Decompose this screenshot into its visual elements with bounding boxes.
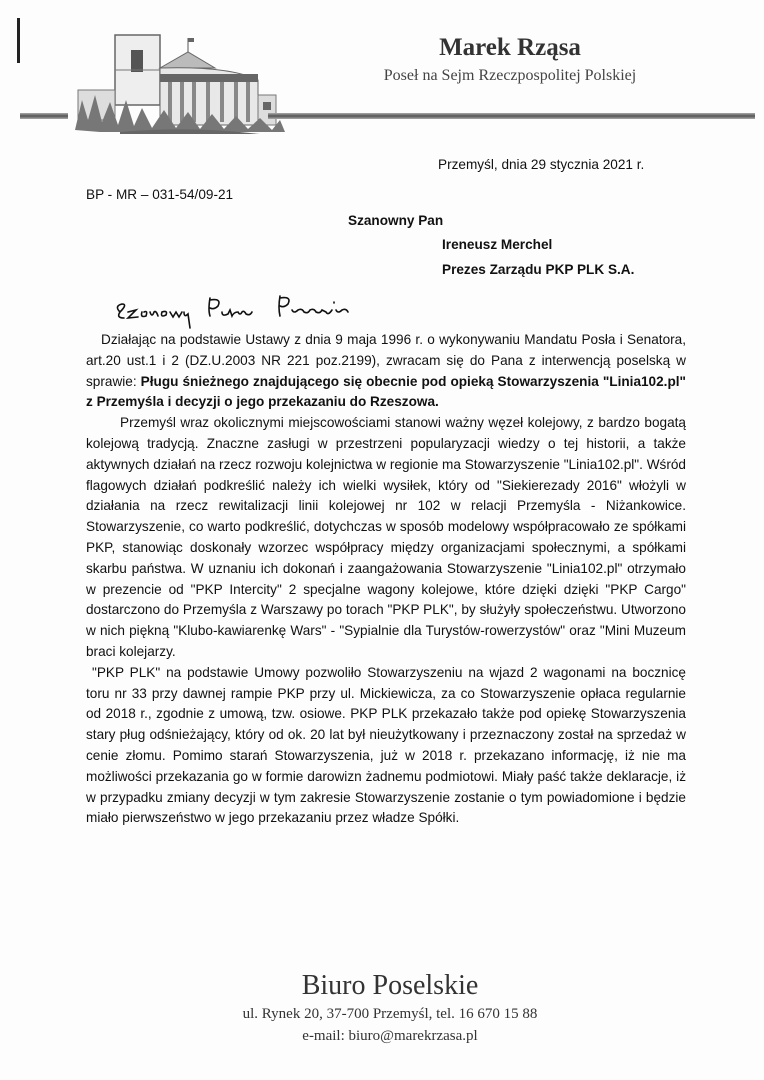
paragraph-1-text: Działając na podstawie Ustawy z dnia 9 maja 1996 r. o wykonywaniu Mandatu Posła i Senatora, art.20 ust.1 i 2 (DZ.U.2003 NR 221 poz.2199), zwracam się do Pana z interwencją poselską w sprawie:	[86, 332, 686, 389]
paragraph-2: Przemyśl wraz okolicznymi miejscowościami stanowi ważny węzeł kolejowy, z bardzo bogatą kolejową tradycją. Znaczne zasługi w przestrzeni popularyzacji wiedzy o tej historii, a także aktywnych działań na rzecz rozwoju kolejnictwa w regionie ma Stowarzyszenie "Linia102.pl". Wśród flagowych działań podkreślić należy ich wielki wysiłek, który od "Siekierezady 2016" włożyli w działania na rzecz rewitalizacji linii kolejowej nr 102 w relacji Przemyśla - Niżankowice. Stowarzyszenie, co warto podkreślić, dotychczas w sposób modelowy współpracowało ze spółkami PKP, stanowiąc doskonały wzorzec współpracy między organizacjami społecznymi, a spółkami skarbu państwa. W uznaniu ich dokonań i zaangażowania Stowarzyszenie "Linia102.pl" otrzymało w prezencie od "PKP Intercity" 2 specjalne wagony kolejowe, które dzięki dzięki "PKP Cargo" dostarczono do Przemyśla z Warszawy po torach "PKP PLK", by służyły społeczeństwu. Utworzono w nich piękną "Klubo-kawiarenkę Wars" - "Sypialnie dla Turystów-rowerzystów" oraz "Mini Muzeum braci kolejarzy.	[86, 415, 686, 659]
letter-body	[86, 330, 686, 829]
recipient-role: Prezes Zarządu PKP PLK S.A.	[442, 262, 635, 277]
recipient-name: Ireneusz Merchel	[442, 237, 553, 252]
place-date: Przemyśl, dnia 29 stycznia 2021 r.	[438, 157, 645, 172]
paragraph-3: "PKP PLK" na podstawie Umowy pozwoliło Stowarzyszeniu na wjazd 2 wagonami na bocznicę toru nr 33 przy dawnej rampie PKP przy ul. Mickiewicza, za co Stowarzyszenie opłaca regularnie od 2018 r., zgodnie z umową, tzw. osiowe. PKP PLK przekazało także pod opiekę Stowarzyszenia stary pług odśnieżający, który od ok. 20 lat był nieużytkowany i przeznaczony został na sprzedaż w cenie złomu. Pomimo starań Stowarzyszenia, już w 2018 r. przekazano informację, iż nie ma możliwości przekazania go w formie darowizn żadnemu podmiotowi. Miały paść także deklaracje, iż w przypadku zmiany decyzji w tym zakresie Stowarzyszenie zostanie o tym powiadomione i będzie miało pierwszeństwo w jego przekazaniu przez władze Spółki.	[86, 664, 686, 826]
header-rule-left	[20, 113, 68, 119]
margin-mark	[17, 18, 20, 63]
sender-title: Poseł na Sejm Rzeczpospolitej Polskiej	[383, 67, 637, 84]
footer-office-title: Biuro Poselskie	[301, 970, 479, 1001]
paragraph-1-subject: Pługu śnieżnego znajdującego się obecnie pod opieką Stowarzyszenia "Linia102.pl" z Przemyśla i decyzji o jego przekazaniu do Rzeszowa.	[86, 373, 686, 410]
sejm-building-icon	[60, 30, 290, 135]
footer-email: e-mail: biuro@marekrzasa.pl	[302, 1028, 478, 1044]
paragraph-1	[86, 330, 686, 413]
sender-name: Marek Rząsa	[439, 34, 581, 61]
salutation: Szanowny Pan	[348, 213, 444, 228]
handwritten-greeting	[110, 290, 390, 330]
footer-address: ul. Rynek 20, 37-700 Przemyśl, tel. 16 670 15 88	[242, 1006, 538, 1022]
header-rule-right	[268, 113, 755, 119]
reference-number: BP - MR – 031-54/09-21	[86, 187, 234, 202]
